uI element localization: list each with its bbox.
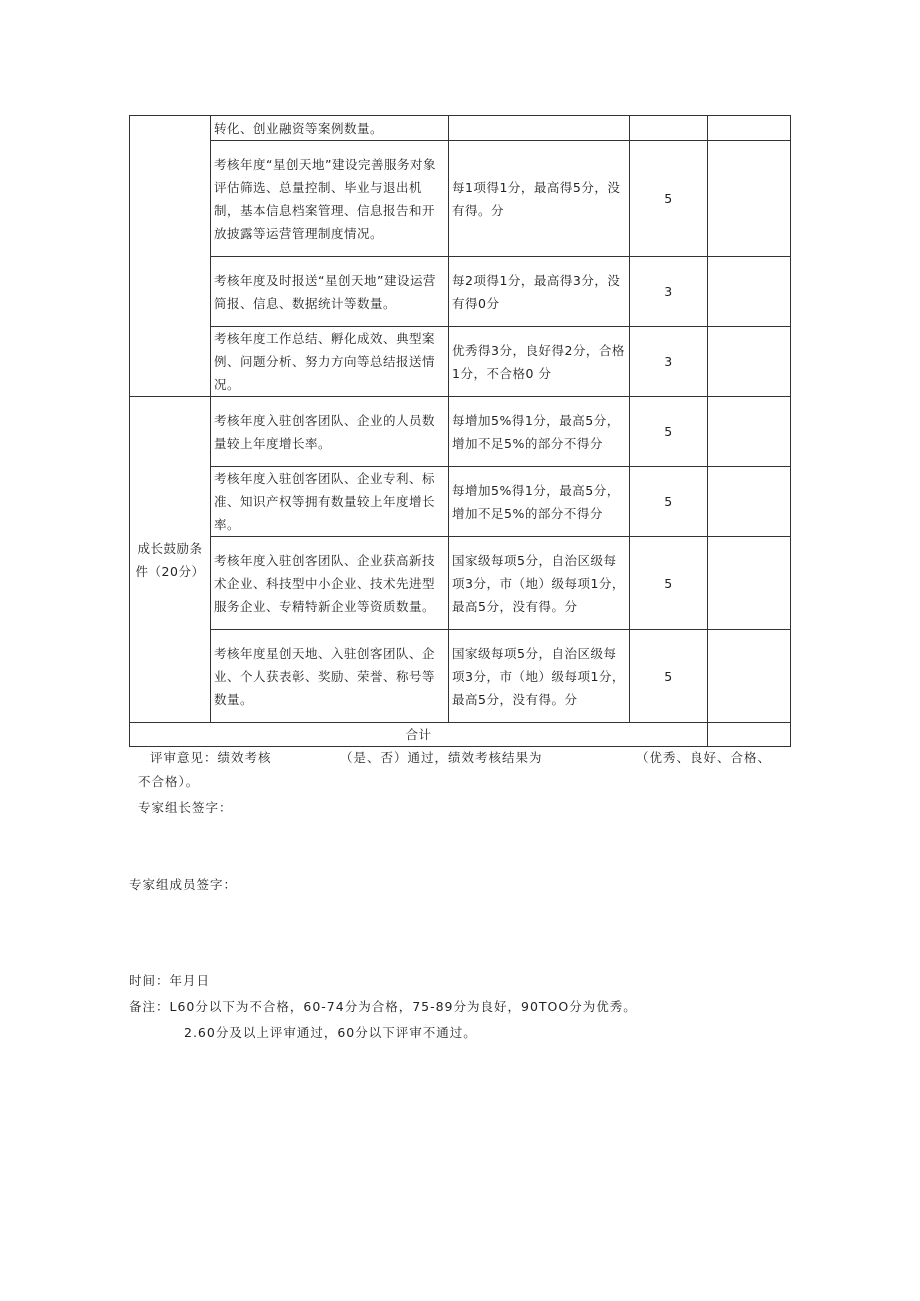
max-points	[630, 116, 708, 141]
table-row	[130, 537, 791, 630]
criterion-text: 考核年度入驻创客团队、企业专利、标准、知识产权等拥有数量较上年度增长率。	[211, 467, 449, 537]
remark-cell	[708, 537, 791, 630]
remark-cell	[708, 327, 791, 397]
table-row	[130, 327, 791, 397]
note-line-1: 备注：L60分以下为不合格，60-74分为合格，75-89分为良好，90TOO分为优秀。	[129, 999, 637, 1014]
leader-signature-label: 专家组长签字：	[138, 800, 233, 815]
review-pass-question: （是、否）通过，绩效考核结果为	[340, 750, 543, 765]
table-row	[130, 141, 791, 257]
criterion-text: 考核年度入驻创客团队、企业的人员数量较上年度增长率。	[211, 397, 449, 467]
table-row	[130, 257, 791, 327]
scoring-rule: 国家级每项5分，自治区级每项3分，市（地）级每项1分，最高5分，没有得。分	[449, 537, 630, 630]
remark-cell	[708, 467, 791, 537]
scoring-rule: 优秀得3分，良好得2分，合格1分，不合格0 分	[449, 327, 630, 397]
members-signature-label: 专家组成员签字：	[129, 877, 238, 892]
table-row	[130, 467, 791, 537]
remark-cell	[708, 116, 791, 141]
criterion-text: 考核年度“星创天地”建设完善服务对象评估筛选、总量控制、毕业与退出机制，基本信息档案管理、信息报告和开放披露等运营管理制度情况。	[211, 141, 449, 257]
review-result-options: （优秀、良好、合格、	[636, 750, 772, 765]
total-remark	[708, 723, 791, 747]
date-line: 时间：年月日	[129, 973, 211, 988]
criterion-text: 考核年度及时报送“星创天地”建设运营简报、信息、数据统计等数量。	[211, 257, 449, 327]
table-row	[130, 116, 791, 141]
max-points: 3	[630, 257, 708, 327]
review-opinion-label: 评审意见：绩效考核	[150, 750, 272, 765]
criterion-text: 考核年度工作总结、孵化成效、典型案例、问题分析、努力方向等总结报送情况。	[211, 327, 449, 397]
criterion-text: 考核年度入驻创客团队、企业获高新技术企业、科技型中小企业、技术先进型服务企业、专精特新企业等资质数量。	[211, 537, 449, 630]
note-line-2: 2.60分及以上评审通过，60分以下评审不通过。	[184, 1025, 477, 1040]
max-points: 5	[630, 630, 708, 723]
total-label: 合计	[130, 723, 708, 747]
review-result-options-end: 不合格）。	[138, 774, 200, 789]
remark-cell	[708, 257, 791, 327]
max-points: 5	[630, 397, 708, 467]
score-table	[129, 115, 791, 747]
max-points: 3	[630, 327, 708, 397]
table-row	[130, 397, 791, 467]
scoring-rule: 国家级每项5分，自治区级每项3分，市（地）级每项1分，最高5分，没有得。分	[449, 630, 630, 723]
remark-cell	[708, 141, 791, 257]
max-points: 5	[630, 141, 708, 257]
remark-cell	[708, 397, 791, 467]
scoring-rule: 每2项得1分，最高得3分，没有得0分	[449, 257, 630, 327]
max-points: 5	[630, 467, 708, 537]
scoring-rule: 每增加5%得1分，最高5分，增加不足5%的部分不得分	[449, 467, 630, 537]
category-cell	[130, 116, 211, 397]
max-points: 5	[630, 537, 708, 630]
scoring-rule: 每增加5%得1分，最高5分，增加不足5%的部分不得分	[449, 397, 630, 467]
scoring-rule: 每1项得1分，最高得5分，没有得。分	[449, 141, 630, 257]
scoring-rule	[449, 116, 630, 141]
total-row	[130, 723, 791, 747]
criterion-text: 考核年度星创天地、入驻创客团队、企业、个人获表彰、奖励、荣誉、称号等数量。	[211, 630, 449, 723]
category-growth: 成长鼓励条件（20分）	[130, 397, 211, 723]
criterion-text: 转化、创业融资等案例数量。	[211, 116, 449, 141]
table-row	[130, 630, 791, 723]
remark-cell	[708, 630, 791, 723]
